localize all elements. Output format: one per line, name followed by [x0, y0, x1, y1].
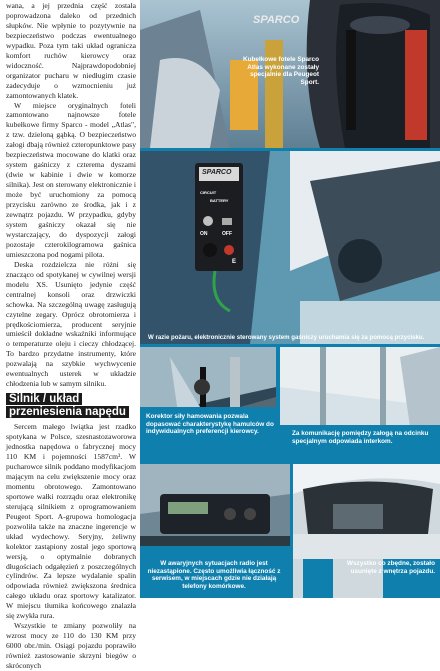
caption-seats: Kubełkowe fotele Sparco Atlas wykonane zostały specjalnie dla Peugeot Sport. [243, 56, 319, 86]
trunk-image [293, 464, 440, 598]
switch-logo: SPARCO [202, 169, 232, 176]
switch-battery-label: BATTERY [210, 198, 229, 203]
photo-intercom [280, 347, 440, 461]
switch-on-label: ON [200, 231, 208, 237]
caption-trunk: Wszystko co zbędne, zostało usunięte z wnętrza pojazdu. [346, 560, 435, 575]
photo-brake-bias [140, 347, 276, 461]
photo-sparco-seats [140, 0, 440, 148]
caption-radio: W awaryjnych sytuacjach radio jest niezastąpione. Często umożliwia łączność z serwisem, w miejscach gdzie nie działają telefony komórkowe. [147, 560, 281, 590]
photo-trunk [293, 464, 440, 598]
article-paragraph: Wszystkie te zmiany pozwoliły na wzrost mocy ze 110 do 130 KM przy 6000 obr./min. Osiągi pojazdu poprawiło również zastosowanie skrzyni biegów o skróconych [6, 621, 136, 671]
brake-image [140, 347, 276, 461]
caption-extinguisher: W razie pożaru, elektronicznie sterowany system gaśniczy uruchamia się za pomocą przycisku. [148, 334, 425, 341]
extinguisher-image [140, 151, 440, 344]
photo-radio [140, 464, 290, 598]
caption-intercom: Za komunikację pomiędzy załogą na odcinku specjalnym odpowiada interkom. [292, 430, 429, 445]
photo-panel [140, 0, 440, 598]
article-paragraph: W miejsce oryginalnych foteli zamontowano najnowsze fotele kubełkowe firmy Sparco - model „Atlas", z tzw. dzieloną gąbką. O bezpieczeństwo załogi dbają również czteropunktowe pasy bezpieczeństwa mocowane do klatki oraz system gaśniczy z czterema dyszami (dwie w kabinie i dwie w komorze silnika). Jest on sterowany elektronicznie i może być uruchomiony za pomocą przycisku zarówno ze środka, jak i z zewnątrz pojazdu. W przypadku, gdyby system gaśniczy okazał się nie wystarczający, do dyspozycji załogi pozostaje czterokilogramowa gaśnica umieszczona pod nogami pilota. [6, 100, 136, 259]
caption-brake: Korektor siły hamowania pozwala dopasować charakterystykę hamulców do indywidualnych preferencji kierowcy. [146, 413, 274, 436]
seat-logo: SPARCO [253, 14, 300, 26]
switch-e-label: E [232, 259, 237, 265]
switch-circuit-label: CIRCUIT [200, 190, 217, 195]
photo-extinguisher-switch [140, 151, 440, 344]
section-heading [6, 393, 136, 419]
article-paragraph: Sercem małego lwiątka jest rzadko spotykana w Polsce, szesnastozaworowa jednostka napędowa o fabrycznej mocy 110 KM i pojemności 1587cm³. W pucharowce silnik poddano modyfikacjom mającym na celu zwiększenie mocy oraz momentu obrotowego. Zamontowano sportowe wałki rozrządu oraz elektronikę sterującą silnikiem z oprogramowaniem Peugeot Sport. A-grupowa homologacja pozwoliła także na znaczne ingerencje w układ wydechowy. Seryjny, żeliwny kolektor zastąpiony został jego sportową wersją, o optymalnie dobranych długościach odgałęzień z poszczególnych cylindrów. Za lepsze wydalanie spalin odpowiada również zwiększona średnica całego układu oraz sportowy katalizator. W miejscu tłumika końcowego znalazła się zwykła rura. [6, 422, 136, 621]
switch-off-label: OFF [222, 231, 232, 237]
article-text-column [0, 0, 140, 671]
article-paragraph: wana, a jej przednia część została poprowadzona daleko od przednich słupków. Nie wpłynie to pozytywnie na bezpieczeństwo podczas ewentualnego wypadku. Poza tym taki układ ogranicza komfort ruchów kierowcy oraz widoczność. Najprawdopodobniej organizator pucharu w niedługim czasie zadecyduje o wzmocnieniu już zamontowanych klatek. [6, 1, 136, 100]
article-paragraph: Deska rozdzielcza nie różni się znacząco od spotykanej w cywilnej wersji modelu XS. Usunięto jedynie część centralnej konsoli oraz drzwiczki schowka. Na szczególną uwagę zasługują czytelne zegary. Oprócz obrotomierza i prędkościomierza, producent seryjnie umieścił dokładne wskaźniki informujące o temperaturze oleju i cieczy chłodzącej. To bardzo przydatne instrumenty, które pozwalają na szybkie wychwycenie ewentualnych usterek w układzie chłodzenia lub w samym silniku. [6, 259, 136, 389]
section-heading-text: Silnik / układ przeniesienia napędu [6, 393, 129, 418]
